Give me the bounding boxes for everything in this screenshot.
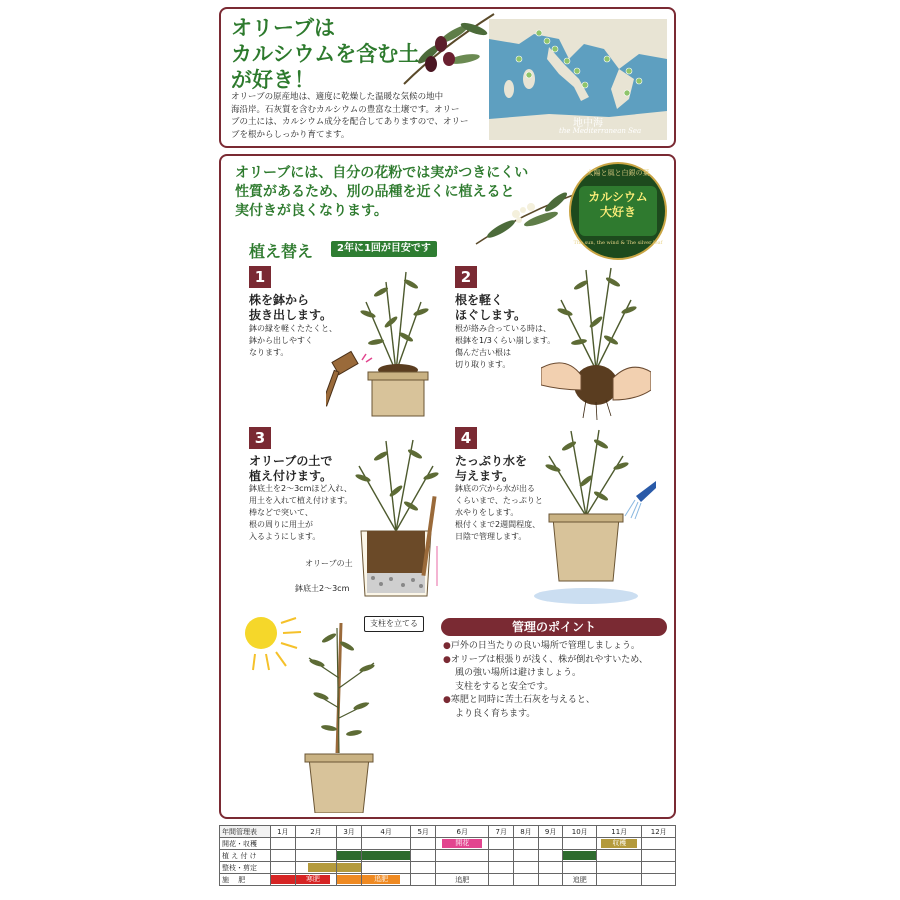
fertilizer-bar bbox=[271, 875, 295, 884]
headline-line: オリーブは bbox=[231, 16, 335, 40]
row-label: 施 肥 bbox=[220, 874, 271, 886]
step-1-number: 1 bbox=[249, 266, 271, 288]
calendar-cell bbox=[295, 862, 337, 874]
step-body-line: 根が絡み合っている時は、 bbox=[455, 324, 551, 333]
step-title-line: オリーブの土で bbox=[249, 454, 333, 468]
calendar-cell bbox=[489, 838, 514, 850]
step-body-line: 用土を入れて植え付けます。 bbox=[249, 496, 353, 505]
calendar-cell bbox=[514, 874, 539, 886]
calendar-cell bbox=[337, 838, 362, 850]
bullet-icon: ● bbox=[443, 654, 451, 665]
calendar-cell bbox=[337, 874, 362, 886]
step-body-line: 傷んだ古い根は bbox=[455, 348, 511, 357]
month-header: 11月 bbox=[596, 826, 642, 838]
step-body-line: 日陰で管理します。 bbox=[455, 532, 527, 541]
month-header: 3月 bbox=[337, 826, 362, 838]
step-body-line: 鉢底の穴から水が出る bbox=[455, 484, 535, 493]
calendar-cell bbox=[361, 838, 410, 850]
step-title-line: 与えます。 bbox=[455, 469, 515, 483]
calendar-header-row bbox=[220, 826, 676, 838]
month-header: 5月 bbox=[411, 826, 436, 838]
step-1-illustration bbox=[326, 262, 451, 422]
calendar-cell bbox=[514, 838, 539, 850]
point-line: より良く育ちます。 bbox=[455, 708, 536, 719]
calendar-cell bbox=[642, 874, 676, 886]
month-header: 12月 bbox=[642, 826, 676, 838]
calendar-cell bbox=[361, 862, 410, 874]
olive-flower-branch-illustration bbox=[471, 174, 581, 249]
step-3-illustration bbox=[341, 436, 451, 606]
step-body-line: 入るようにします。 bbox=[249, 532, 321, 541]
calendar-cell bbox=[563, 862, 596, 874]
step-1-title bbox=[249, 293, 332, 323]
top-panel bbox=[219, 7, 676, 148]
point-item bbox=[443, 640, 671, 654]
headline-line: カルシウムを含む土 bbox=[231, 42, 420, 66]
fertilizer-bar bbox=[337, 875, 361, 884]
month-header: 1月 bbox=[271, 826, 296, 838]
harvest-bar: 収穫 bbox=[601, 839, 638, 848]
month-header: 8月 bbox=[514, 826, 539, 838]
calendar-cell bbox=[411, 862, 436, 874]
calendar-cell bbox=[642, 862, 676, 874]
step-4-illustration bbox=[531, 426, 656, 606]
planting-bar bbox=[337, 851, 361, 860]
step-4-number: 4 bbox=[455, 427, 477, 449]
calendar-cell bbox=[538, 874, 563, 886]
fertilizer-text: 追肥 bbox=[455, 875, 470, 884]
calendar-cell bbox=[596, 838, 642, 850]
calendar-header: 年間管理表 bbox=[220, 826, 271, 838]
section-title: 植え替え bbox=[249, 242, 314, 261]
calendar-row-fertilizer bbox=[220, 874, 676, 886]
row-label: 植 え 付 け bbox=[220, 850, 271, 862]
planting-bar bbox=[563, 851, 595, 860]
month-header: 7月 bbox=[489, 826, 514, 838]
mediterranean-map bbox=[489, 19, 667, 140]
top-body-text bbox=[231, 91, 491, 141]
intro-line: 実付きが良くなります。 bbox=[235, 203, 388, 219]
label-bottom-soil: 鉢底土2～3cm bbox=[295, 584, 350, 593]
calendar-cell bbox=[436, 838, 489, 850]
calendar-cell bbox=[411, 850, 436, 862]
body-line: 海沿岸。石灰質を含むカルシウムの豊富な土壌です。オリー bbox=[231, 104, 460, 115]
calendar-cell bbox=[514, 862, 539, 874]
step-title-line: 植え付けます。 bbox=[249, 469, 333, 483]
calendar-cell bbox=[361, 850, 410, 862]
calendar-cell bbox=[642, 838, 676, 850]
calendar-row-planting bbox=[220, 850, 676, 862]
calendar-cell bbox=[538, 862, 563, 874]
calendar-cell bbox=[596, 874, 642, 886]
step-body-line: 根の周りに用土が bbox=[249, 520, 313, 529]
body-line: ブを根からしっかり育てます。 bbox=[231, 129, 350, 140]
step-3-number: 3 bbox=[249, 427, 271, 449]
badge-text bbox=[571, 190, 665, 220]
point-line: 寒肥と同時に苦土石灰を与えると、 bbox=[450, 695, 595, 705]
month-header: 9月 bbox=[538, 826, 563, 838]
calendar-cell bbox=[596, 850, 642, 862]
step-body-line: 根付くまで2週間程度、 bbox=[455, 520, 541, 529]
planting-bar bbox=[362, 851, 410, 860]
point-item bbox=[443, 654, 671, 668]
step-3-body bbox=[249, 483, 352, 543]
calendar-cell bbox=[361, 874, 410, 886]
calendar-cell bbox=[538, 838, 563, 850]
calendar-cell bbox=[295, 850, 337, 862]
badge-ring-top: 太陽と風と白銀の葉 bbox=[586, 169, 650, 177]
body-line: オリーブの原産地は、適度に乾燥した温暖な気候の地中 bbox=[231, 92, 444, 102]
fertilizer-bar: 寒肥 bbox=[296, 875, 331, 884]
step-1-body bbox=[249, 323, 337, 359]
fertilizer-bar: 追肥 bbox=[362, 875, 400, 884]
step-body-line: 鉢の縁を軽くたたくと、 bbox=[249, 324, 337, 333]
calendar-cell bbox=[563, 838, 596, 850]
calendar-cell bbox=[436, 862, 489, 874]
calendar-cell bbox=[271, 874, 296, 886]
step-body-line: なります。 bbox=[249, 348, 289, 357]
calcium-badge bbox=[569, 162, 667, 260]
step-body-line: 水やりをします。 bbox=[455, 508, 519, 517]
calendar-cell bbox=[538, 850, 563, 862]
step-3-title bbox=[249, 454, 332, 484]
step-title-line: たっぷり水を bbox=[455, 454, 528, 468]
step-2-number: 2 bbox=[455, 266, 477, 288]
step-body-line: 鉢底土を2～3cmほど入れ、 bbox=[249, 484, 352, 493]
calendar-cell bbox=[563, 874, 596, 886]
badge-ring-bottom: The sun, the wind & The silver leaf bbox=[573, 240, 663, 246]
body-line: ブの土には、カルシウム成分を配合してありますので、オリー bbox=[231, 117, 469, 127]
calendar-cell bbox=[271, 850, 296, 862]
point-line: 戸外の日当たりの良い場所で管理しましょう。 bbox=[450, 641, 640, 651]
olive-branch-illustration bbox=[399, 9, 499, 89]
section-tag: 2年に1回が目安です bbox=[331, 241, 437, 257]
staked-olive-illustration bbox=[299, 618, 399, 813]
point-line: オリーブは根張りが浅く、株が倒れやすいため、 bbox=[450, 654, 648, 665]
point-item bbox=[443, 694, 671, 708]
calendar-row-pruning bbox=[220, 862, 676, 874]
step-title-line: 抜き出します。 bbox=[249, 308, 333, 322]
top-headline bbox=[231, 15, 421, 93]
step-body-line: 鉢から出しやすく bbox=[249, 336, 313, 345]
bullet-icon: ● bbox=[443, 695, 451, 705]
calendar-cell bbox=[337, 850, 362, 862]
month-header: 2月 bbox=[295, 826, 337, 838]
calendar-cell bbox=[514, 850, 539, 862]
row-label: 整枝・剪定 bbox=[220, 862, 271, 874]
calendar-cell bbox=[489, 862, 514, 874]
step-body-line: くらいまで、たっぷりと bbox=[455, 496, 543, 505]
flowering-bar: 開花 bbox=[442, 839, 482, 848]
points-list bbox=[443, 640, 671, 721]
calendar-cell bbox=[411, 874, 436, 886]
step-body-line: 切り取ります。 bbox=[455, 360, 511, 369]
calendar-row-flowering bbox=[220, 838, 676, 850]
calendar-cell bbox=[337, 862, 362, 874]
intro-line: オリーブには、自分の花粉では実がつきにくい bbox=[235, 165, 529, 181]
calendar-cell bbox=[489, 850, 514, 862]
badge-text-line: カルシウム bbox=[588, 190, 648, 204]
bullet-icon: ● bbox=[443, 641, 451, 651]
points-title: 管理のポイント bbox=[441, 618, 667, 636]
annual-calendar-table bbox=[219, 825, 676, 886]
label-stake: 支柱を立てる bbox=[364, 616, 424, 632]
calendar-cell bbox=[411, 838, 436, 850]
calendar-cell bbox=[295, 874, 337, 886]
badge-text-line: 大好き bbox=[599, 205, 636, 219]
step-title-line: 根を軽く bbox=[455, 293, 504, 307]
step-body-line: 棒などで突いて、 bbox=[249, 508, 313, 517]
calendar-cell bbox=[642, 850, 676, 862]
row-label: 開花・収穫 bbox=[220, 838, 271, 850]
calendar-cell bbox=[596, 862, 642, 874]
step-body-line: 根鉢を1/3くらい崩します。 bbox=[455, 336, 556, 345]
calendar-cell bbox=[436, 874, 489, 886]
month-header: 6月 bbox=[436, 826, 489, 838]
map-title: 地中海 bbox=[573, 118, 603, 129]
headline-line: が好き！ bbox=[231, 68, 315, 92]
step-4-title bbox=[455, 454, 527, 484]
pruning-bar bbox=[308, 863, 337, 872]
calendar-cell bbox=[271, 862, 296, 874]
pruning-bar bbox=[337, 863, 361, 872]
calendar-cell bbox=[563, 850, 596, 862]
calendar-cell bbox=[489, 874, 514, 886]
calendar-cell bbox=[271, 838, 296, 850]
map-subtitle: the Mediterranean Sea bbox=[559, 127, 642, 135]
step-title-line: ほぐします。 bbox=[455, 308, 527, 322]
label-soil: オリーブの土 bbox=[305, 559, 353, 568]
step-title-line: 株を鉢から bbox=[249, 293, 310, 307]
main-panel bbox=[219, 154, 676, 819]
month-header: 4月 bbox=[361, 826, 410, 838]
intro-line: 性質があるため、別の品種を近くに植えると bbox=[235, 184, 515, 200]
step-2-title bbox=[455, 293, 526, 323]
point-line: 支柱をすると安全です。 bbox=[455, 681, 554, 692]
step-4-body bbox=[455, 483, 543, 543]
month-header: 10月 bbox=[563, 826, 596, 838]
step-2-illustration bbox=[541, 260, 651, 425]
calendar-cell bbox=[295, 838, 337, 850]
fertilizer-text: 追肥 bbox=[572, 875, 587, 884]
point-line: 風の強い場所は避けましょう。 bbox=[455, 668, 582, 678]
calendar-cell bbox=[436, 850, 489, 862]
